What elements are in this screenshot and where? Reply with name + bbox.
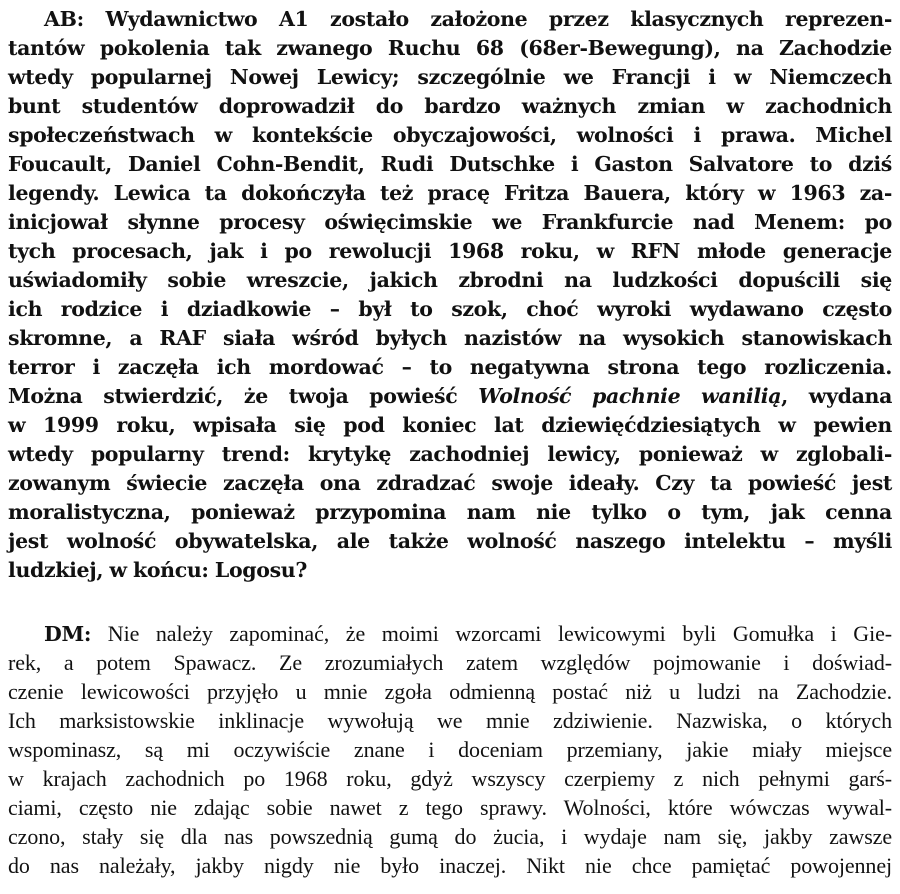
question-line-with-title	[8, 382, 892, 411]
question-line: w 1999 roku, wpisała się pod koniec lat dziewięćdziesiątych w pewien	[8, 413, 892, 437]
answer-line: czenie lewicowości przyjęło u mnie zgoła odmienną postać niż u ludzi na Zachodzie.	[8, 679, 892, 704]
question-line: tantów pokolenia tak zwanego Ruchu 68 (68er-Bewegung), na Zachodzie	[8, 36, 892, 60]
answer-first-line: Nie należy zapominać, że moimi wzorcami lewicowymi byli Gomułka i Gie-	[107, 621, 892, 646]
novel-title: Wolność pachnie wanilią	[478, 384, 782, 408]
question-line: wtedy popularny trend: krytykę zachodniej lewicy, ponieważ w zglobali-	[8, 442, 892, 466]
answer-speaker: DM:	[44, 622, 92, 646]
question-line-last: ludzkiej, w końcu: Logosu?	[8, 558, 308, 582]
question-line: wtedy popularnej Nowej Lewicy; szczególnie we Francji i w Niemczech	[8, 65, 892, 89]
question-first-line: Wydawnictwo A1 zostało założone przez klasycznych reprezen-	[105, 7, 892, 31]
question-line: Foucault, Daniel Cohn-Bendit, Rudi Dutschke i Gaston Salvatore to dziś	[8, 152, 892, 176]
answer-line: do nas należały, jakby nigdy nie było inaczej. Nikt nie chce pamiętać powojennej	[8, 853, 892, 878]
question-line: społeczeństwach w kontekście obyczajowości, wolności i prawa. Michel	[8, 123, 892, 147]
title-line-after: , wydana	[781, 384, 893, 408]
question-line: bunt studentów doprowadził do bardzo ważnych zmian w zachodnich	[8, 94, 892, 118]
question-line: ich rodzice i dziadkowie – był to szok, choć wyroki wydawano często	[8, 297, 892, 321]
question-line: inicjował słynne procesy oświęcimskie we Frankfurcie nad Menem: po	[8, 210, 892, 234]
answer-line: w krajach zachodnich po 1968 roku, gdyż wszyscy czerpiemy z nich pełnymi garś-	[8, 766, 892, 791]
question-line: legendy. Lewica ta dokończyła też pracę Fritza Bauera, który w 1963 za-	[8, 181, 892, 205]
question-line: zowanym świecie zaczęła ona zdradzać swoje ideały. Czy ta powieść jest	[8, 471, 892, 495]
question-speaker: AB:	[44, 7, 84, 31]
question-line: terror i zaczęła ich mordować – to negatywna strona tego rozliczenia.	[8, 355, 892, 379]
question-line: jest wolność obywatelska, ale także wolność naszego intelektu – myśli	[8, 529, 892, 553]
title-line-before: Można stwierdzić, że twoja powieść	[8, 384, 479, 408]
answer-line: rek, a potem Spawacz. Ze zrozumiałych zatem względów pojmowanie i doświad-	[8, 650, 892, 675]
question-line: uświadomiły sobie wreszcie, jakich zbrodni na ludzkości dopuścili się	[8, 268, 892, 292]
answer-line-1	[44, 620, 892, 648]
question-line: skromne, a RAF siała wśród byłych nazistów na wysokich stanowiskach	[8, 326, 892, 350]
answer-line: Ich marksistowskie inklinacje wywołują we mnie zdziwienie. Nazwiska, o których	[8, 708, 892, 733]
question-line-1	[44, 5, 892, 34]
question-line: moralistyczna, ponieważ przypomina nam nie tylko o tym, jak cenna	[8, 500, 892, 524]
answer-line: ciami, często nie zdając sobie nawet z tego sprawy. Wolności, które wówczas wywal-	[8, 795, 892, 820]
question-line: tych procesach, jak i po rewolucji 1968 roku, w RFN młode generacje	[8, 239, 892, 263]
answer-line: czono, stały się dla nas powszednią gumą do żucia, i wydaje nam się, jakby zawsze	[8, 824, 892, 849]
answer-line: wspominasz, są mi oczywiście znane i doceniam przemiany, jakie miały miejsce	[8, 737, 892, 762]
